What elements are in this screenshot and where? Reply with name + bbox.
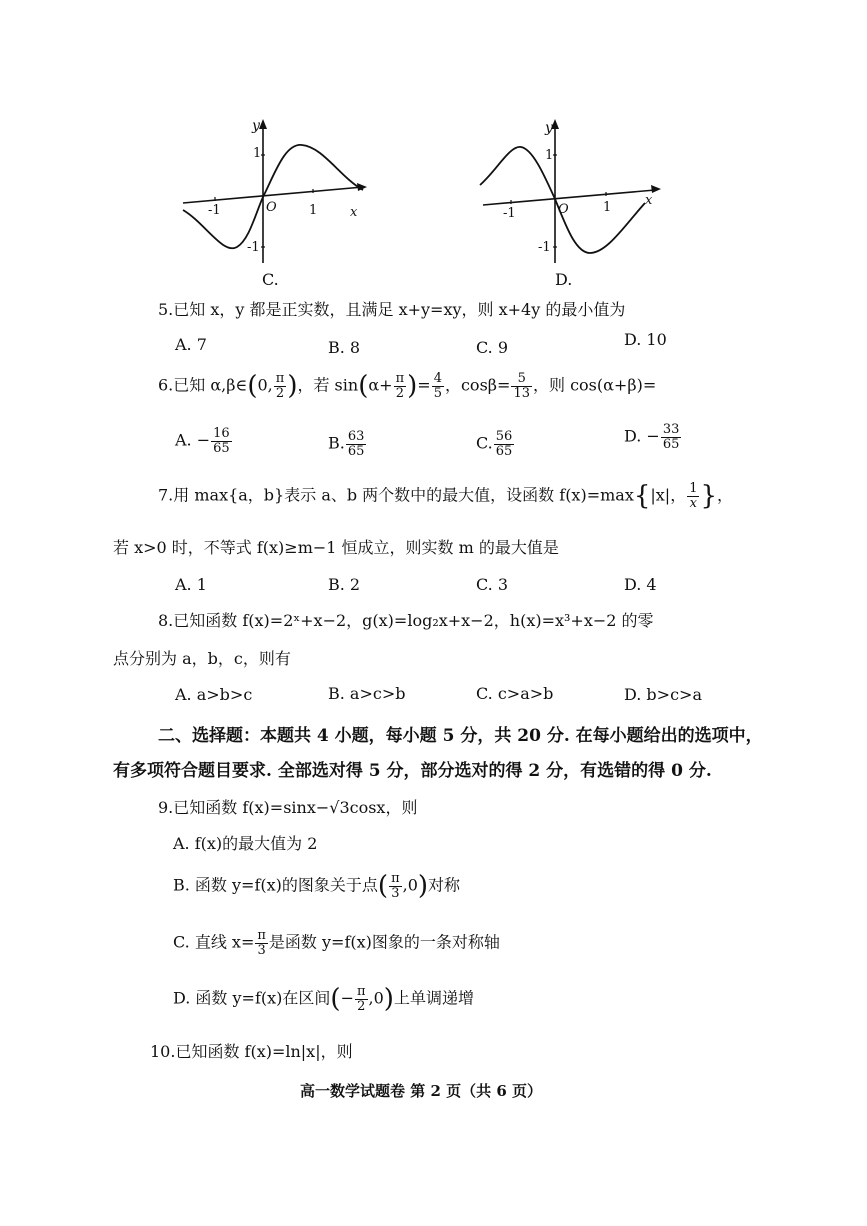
q8-line2: 点分别为 a，b，c，则有 bbox=[113, 649, 291, 668]
q8-line1: 8.已知函数 f(x)=2ˣ+x−2，g(x)=log₂x+x−2，h(x)=x³+x−2 的零 bbox=[158, 611, 654, 630]
graph-c-xtick-neg: -1 bbox=[208, 203, 221, 218]
q9-option-b: B. 函数 y=f(x)的图象关于点( $\frac{\pi}{3}$ ,0)对称 bbox=[173, 871, 461, 902]
q8-option-b: B. a>c>b bbox=[328, 684, 406, 703]
q8-option-a: A. a>b>c bbox=[175, 685, 253, 704]
q6-eq: = bbox=[417, 375, 431, 395]
q7-option-b: B. 2 bbox=[328, 575, 361, 594]
q5-option-a: A. 7 bbox=[175, 335, 207, 354]
q9-option-c: C. 直线 x= $\frac{\pi}{3}$ 是函数 y=f(x)图象的一条对称轴 bbox=[173, 928, 500, 958]
q10-stem: 10.已知函数 f(x)=ln|x|，则 bbox=[150, 1042, 353, 1061]
q9-option-a: A. f(x)的最大值为 2 bbox=[173, 834, 318, 853]
graph-c-origin: O bbox=[266, 200, 277, 215]
q7-stem: 7.用 max{a，b}表示 a、b 两个数中的最大值，设函数 f(x)=max{|x|， $\frac{1}{x}$ }， bbox=[158, 481, 734, 512]
q5-stem: 5.已知 x，y 都是正实数，且满足 x+y=xy，则 x+4y 的最小值为 bbox=[158, 300, 626, 319]
q7-option-c: C. 3 bbox=[476, 575, 509, 594]
q5-option-d: D. 10 bbox=[624, 330, 667, 349]
graph-d-xtick-pos: 1 bbox=[603, 200, 612, 215]
q7-abs: |x|， bbox=[650, 485, 687, 505]
q5-option-b: B. 8 bbox=[328, 338, 361, 357]
graph-d-ytick-pos: 1 bbox=[545, 148, 554, 163]
q5-option-c: C. 9 bbox=[476, 338, 509, 357]
q6-option-d: D. − $\frac{33}{65}$ bbox=[624, 422, 680, 452]
graph-d-xtick-neg: -1 bbox=[503, 206, 516, 221]
q6-pi-over-2b: $\frac{\pi}{2}$ bbox=[395, 371, 405, 401]
q6-stem-mid: ，若 sin bbox=[297, 375, 359, 395]
graph-d-x-axis bbox=[483, 190, 655, 205]
q9-stem: 9.已知函数 f(x)=sinx−√3cosx，则 bbox=[158, 798, 418, 817]
q6-stem-pre: 6.已知 α,β∈ bbox=[158, 375, 248, 395]
q6-option-a: A. − $\frac{16}{65}$ bbox=[175, 426, 230, 456]
section2-line1: 二、选择题：本题共 4 小题，每小题 5 分，共 20 分. 在每小题给出的选项中， bbox=[158, 726, 763, 746]
graph-c-x-label: x bbox=[350, 205, 358, 220]
graph-c-curve bbox=[183, 145, 363, 248]
graph-c-label: C. bbox=[262, 270, 279, 289]
q6-four-fifths: $\frac{4}{5}$ bbox=[433, 371, 442, 401]
q7-one-over-x: $\frac{1}{x}$ bbox=[689, 481, 698, 511]
graph-c-xtick-pos: 1 bbox=[309, 203, 318, 218]
q6-stem: 6.已知 α,β∈(0, $\frac{\pi}{2}$ )，若 sin(α+ $\frac{\pi}{2}$ )= $\frac{4}{5}$ ，cosβ= $\frac{5}{13}$ ，则 cos(α+β)= bbox=[158, 371, 657, 402]
graph-d bbox=[475, 115, 675, 265]
q6-stem-post: ，则 cos(α+β)= bbox=[532, 375, 657, 395]
graph-d-y-label: y bbox=[545, 120, 553, 136]
graph-c bbox=[175, 115, 375, 265]
q6-option-c: C. $\frac{56}{65}$ bbox=[476, 429, 513, 459]
graph-c-ytick-pos: 1 bbox=[253, 146, 262, 161]
q6-pi-over-2: $\frac{\pi}{2}$ bbox=[275, 371, 285, 401]
section2-line2: 有多项符合题目要求. 全部选对得 5 分，部分选对的得 2 分，有选错的得 0 分. bbox=[113, 761, 712, 781]
q7-option-d: D. 4 bbox=[624, 575, 657, 594]
q8-option-c: C. c>a>b bbox=[476, 684, 554, 703]
page-footer: 高一数学试题卷 第 2 页（共 6 页） bbox=[300, 1082, 542, 1100]
graph-c-y-label: y bbox=[252, 118, 260, 134]
q8-option-d: D. b>c>a bbox=[624, 685, 702, 704]
graph-d-label: D. bbox=[555, 270, 573, 289]
graph-d-x-label: x bbox=[645, 193, 653, 208]
graph-c-ytick-neg: -1 bbox=[247, 240, 260, 255]
graph-d-origin: O bbox=[558, 202, 569, 217]
q7-option-a: A. 1 bbox=[175, 575, 207, 594]
q6-stem-mid2: ，cosβ= bbox=[444, 375, 511, 395]
q6-option-b: B. $\frac{63}{65}$ bbox=[328, 429, 365, 459]
q7-line2: 若 x>0 时，不等式 f(x)≥m−1 恒成立，则实数 m 的最大值是 bbox=[113, 538, 559, 557]
q6-alpha-plus: α+ bbox=[368, 375, 393, 395]
graph-d-curve bbox=[480, 147, 645, 253]
graph-d-ytick-neg: -1 bbox=[538, 240, 551, 255]
q9-option-d: D. 函数 y=f(x)在区间(− $\frac{\pi}{2}$ ,0)上单调递增 bbox=[173, 984, 474, 1015]
q6-zero: 0, bbox=[257, 375, 273, 395]
graph-d-x-arrow bbox=[651, 185, 661, 193]
graph-c-y-arrow bbox=[259, 119, 267, 129]
q6-cos-frac: $\frac{5}{13}$ bbox=[513, 371, 530, 401]
q7-stem-pre: 7.用 max{a，b}表示 a、b 两个数中的最大值，设函数 f(x)=max bbox=[158, 485, 634, 505]
